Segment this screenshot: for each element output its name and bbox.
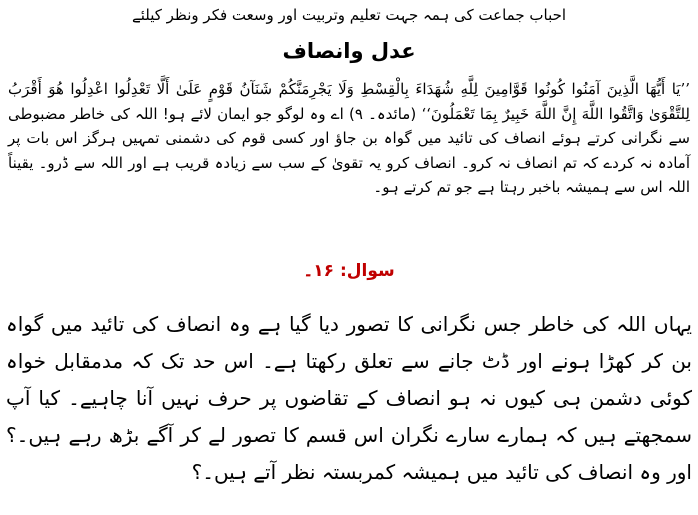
question-text: یہاں اللہ کی خاطر جس نگرانی کا تصور دیا گیا ہے وہ انصاف کی تائید میں گواہ بن کر کھڑا ہونے اور ڈٹ جانے سے تعلق رکھتا ہے۔ اس حد تک کہ مدمقابل خواہ کوئی دشمن ہی کیوں نہ ہو انصاف کے تقاضوں پر حرف نہیں آنا چاہیے۔ کیا آپ سمجھتے ہیں کہ ہمارے سارے نگران اس قسم کا تصور لے کر آگے بڑھ رہے ہیں۔؟ اور وہ انصاف کی تائید میں ہمیشہ کمربستہ نظر آتے ہیں۔؟ [6, 312, 692, 484]
arabic-verse: ’’یَا أَیُّهَا الَّذِینَ آمَنُوا کُونُوا قَوَّامِینَ لِلَّهِ شُهَدَاءَ بِالْقِسْطِ وَلَا یَجْرِمَنَّکُمْ شَنَآنُ قَوْمٍ عَلَیٰ أَلَّا تَعْدِلُوا اعْدِلُوا هُوَ أَقْرَبُ لِلتَّقْوَیٰ وَاتَّقُوا اللَّهَ إِنَّ اللَّهَ خَبِیرٌ بِمَا تَعْمَلُونَ‘‘ [8, 80, 690, 123]
verse-translation: اے وہ لوگو جو ایمان لائے ہو! اللہ کی خاطر مضبوطی سے نگرانی کرتے ہوئے انصاف کی تائید میں گواہ بن جاؤ اور کسی قوم کی دشمنی تمہیں ہرگز اس بات پر آمادہ نہ کردے کہ تم انصاف نہ کرو۔ انصاف کرو یہ تقویٰ کے سب سے زیادہ قریب ہے اور اللہ سے ڈرو۔ یقیناً اللہ اس سے ہمیشہ باخبر رہتا ہے جو تم کرتے ہو۔ [8, 104, 690, 196]
verse-reference: (مائدہ۔ ۹) [348, 104, 417, 123]
page-title: عدل وانصاف [282, 39, 416, 63]
header-subtitle: احباب جماعت کی ہمہ جہت تعلیم وتربیت اور وسعت فکر ونظر کیلئے [131, 6, 567, 24]
verse-passage [8, 77, 690, 200]
question-label: سوال: ۱۶۔ [303, 261, 395, 281]
